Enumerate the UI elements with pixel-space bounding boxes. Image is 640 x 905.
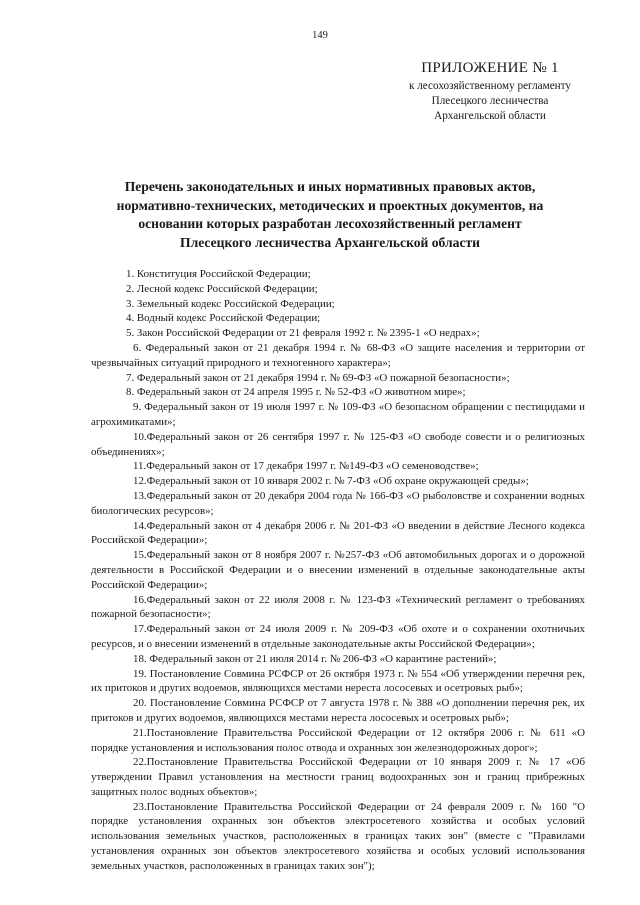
list-item <box>91 489 585 519</box>
list-item-number: 9. <box>133 401 142 414</box>
list-item-text: Федеральный закон от 8 ноября 2007 г. №257-ФЗ «Об автомобильных дорогах и о дорожной деятельности в Российской Федерации и о внесении изменений в отдельные законодательные акты Российской Федерации»; <box>91 549 585 591</box>
list-item-number: 3. <box>126 297 135 310</box>
list-item-number: 14. <box>133 519 147 532</box>
list-item-text: Федеральный закон от 22 июля 2008 г. № 123-ФЗ «Технический регламент о требованиях пожарной безопасности»; <box>91 593 585 621</box>
list-item <box>91 622 585 652</box>
list-item <box>91 593 585 623</box>
list-item-number: 13. <box>133 489 147 502</box>
list-item-number: 15. <box>133 549 147 562</box>
appendix-header <box>380 60 600 124</box>
list-item-text: Федеральный закон от 24 июля 2009 г. № 209-ФЗ «Об охоте и о сохранении охотничьих ресурсов, и о внесении изменений в отдельные законодательные акты Российской Федерации»; <box>91 623 585 650</box>
list-item-text: Федеральный закон от 10 января 2002 г. № 7-ФЗ «Об охране окружающей среды»; <box>146 475 529 488</box>
list-item-number: 7. <box>126 371 135 384</box>
document-title <box>80 178 580 252</box>
list-item-text: Постановление Совмина РСФСР от 26 октября 1973 г. № 554 «Об утверждении перечня рек, их притоков и других водоемов, являющихся местами нереста лососевых и осетровых рыб»; <box>91 667 585 695</box>
list-item <box>91 371 585 386</box>
list-item-text: Постановление Правительства Российской Федерации от 10 января 2009 г. № 17 «Об утверждении Правил установления на местности границ водоохранных зон и границ прибрежных защитных полос водных объектов»; <box>91 756 585 798</box>
list-item <box>91 297 585 312</box>
list-item-text: Лесной кодекс Российской Федерации; <box>134 282 318 295</box>
list-item <box>91 400 585 430</box>
list-item <box>91 696 585 726</box>
list-item-text: Федеральный закон от 21 декабря 1994 г. № 68-ФЗ «О защите населения и территории от чрезвычайных ситуаций природного и техногенного характера»; <box>91 341 585 369</box>
list-item-text: Закон Российской Федерации от 21 февраля 1992 г. № 2395-1 «О недрах»; <box>134 327 480 340</box>
list-item-text: Федеральный закон от 21 июля 2014 г. № 206-ФЗ «О карантине растений»; <box>146 652 497 665</box>
appendix-line: к лесохозяйственному регламенту <box>408 80 571 92</box>
list-item-number: 8. <box>126 386 135 399</box>
list-item-number: 19. <box>133 667 147 680</box>
list-item <box>91 519 585 549</box>
list-item-number: 4. <box>126 312 135 325</box>
list-item-number: 21. <box>133 726 147 739</box>
list-item-number: 11. <box>133 460 147 473</box>
list-item-number: 17. <box>133 623 147 636</box>
appendix-line: Архангельской области <box>434 110 546 122</box>
list-item <box>91 267 585 282</box>
list-item-number: 10. <box>133 430 147 443</box>
list-item-number: 1. <box>126 268 135 280</box>
list-item-number: 18. <box>133 652 147 665</box>
list-item <box>91 667 585 697</box>
list-item-number: 23. <box>133 800 147 813</box>
document-title-line: нормативно-технических, методических и проектных документов, на <box>116 197 544 213</box>
list-item <box>91 385 585 400</box>
list-item-text: Федеральный закон от 17 декабря 1997 г. №149-ФЗ «О семеноводстве»; <box>146 460 479 473</box>
list-item-number: 16. <box>133 593 147 606</box>
list-item-number: 2. <box>126 282 135 295</box>
list-item-text: Федеральный закон от 24 апреля 1995 г. № 52-ФЗ «О животном мире»; <box>134 386 466 399</box>
list-item-text: Водный кодекс Российской Федерации; <box>134 312 321 325</box>
document-title-line: основании которых разработан лесохозяйственный регламент <box>138 216 522 232</box>
list-item <box>91 311 585 326</box>
list-item <box>91 726 585 756</box>
list-item <box>91 430 585 460</box>
list-item-number: 6. <box>133 341 142 354</box>
list-item-number: 22. <box>133 756 147 769</box>
list-item-text: Постановление Совмина РСФСР от 7 августа 1978 г. № 388 «О дополнении перечня рек, их притоков и других водоемов, являющихся местами нереста лососевых и осетровых рыб»; <box>91 697 585 724</box>
document-title-line: Перечень законодательных и иных нормативных правовых актов, <box>124 179 536 194</box>
list-item <box>91 326 585 341</box>
list-item <box>91 282 585 297</box>
list-item <box>91 548 585 592</box>
list-item-number: 20. <box>133 697 147 710</box>
list-item <box>91 652 585 667</box>
list-item <box>91 341 585 371</box>
list-item-number: 12. <box>133 475 147 488</box>
list-item-text: Федеральный закон от 20 декабря 2004 года № 166-ФЗ «О рыболовстве и сохранении водных биологических ресурсов»; <box>91 489 585 517</box>
list-item-text: Постановление Правительства Российской Федерации от 12 октября 2006 г. № 611 «О порядке установления и использования полос отвода и охранных зон железнодорожных дорог»; <box>91 726 585 754</box>
list-item-text: Конституция Российской Федерации; <box>134 268 311 280</box>
list-item <box>91 755 585 799</box>
list-item-text: Земельный кодекс Российской Федерации; <box>134 297 335 310</box>
list-item-text: Федеральный закон от 19 июля 1997 г. № 109-ФЗ «О безопасном обращении с пестицидами и агрохимикатами»; <box>91 401 585 428</box>
list-item <box>91 800 585 874</box>
list-item-text: Постановление Правительства Российской Федерации от 24 февраля 2009 г. № 160 "О порядке установления охранных зон объектов электросетевого хозяйства и особых условий использования земельных участков, расположенных в границах таких зон" (вместе с "Правилами установления охранных зон объектов электросетевого хозяйства и особых условий использования земельных участков, расположенных в границах таких зон"); <box>91 800 585 872</box>
page-number: 149 <box>312 30 328 41</box>
appendix-title: ПРИЛОЖЕНИЕ № 1 <box>421 60 559 76</box>
list-item <box>91 474 585 489</box>
list-item-text: Федеральный закон от 4 декабря 2006 г. № 201-ФЗ «О введении в действие Лесного кодекса Российской Федерации»; <box>91 519 585 547</box>
list-item <box>91 459 585 474</box>
document-title-line: Плесецкого лесничества Архангельской области <box>180 234 480 250</box>
list-item-text: Федеральный закон от 26 сентября 1997 г. № 125-ФЗ «О свободе совести и о религиозных объединениях»; <box>91 430 585 458</box>
legal-acts-list <box>91 267 585 874</box>
appendix-line: Плесецкого лесничества <box>431 95 549 107</box>
list-item-number: 5. <box>126 327 135 340</box>
list-item-text: Федеральный закон от 21 декабря 1994 г. № 69-ФЗ «О пожарной безопасности»; <box>134 371 510 384</box>
